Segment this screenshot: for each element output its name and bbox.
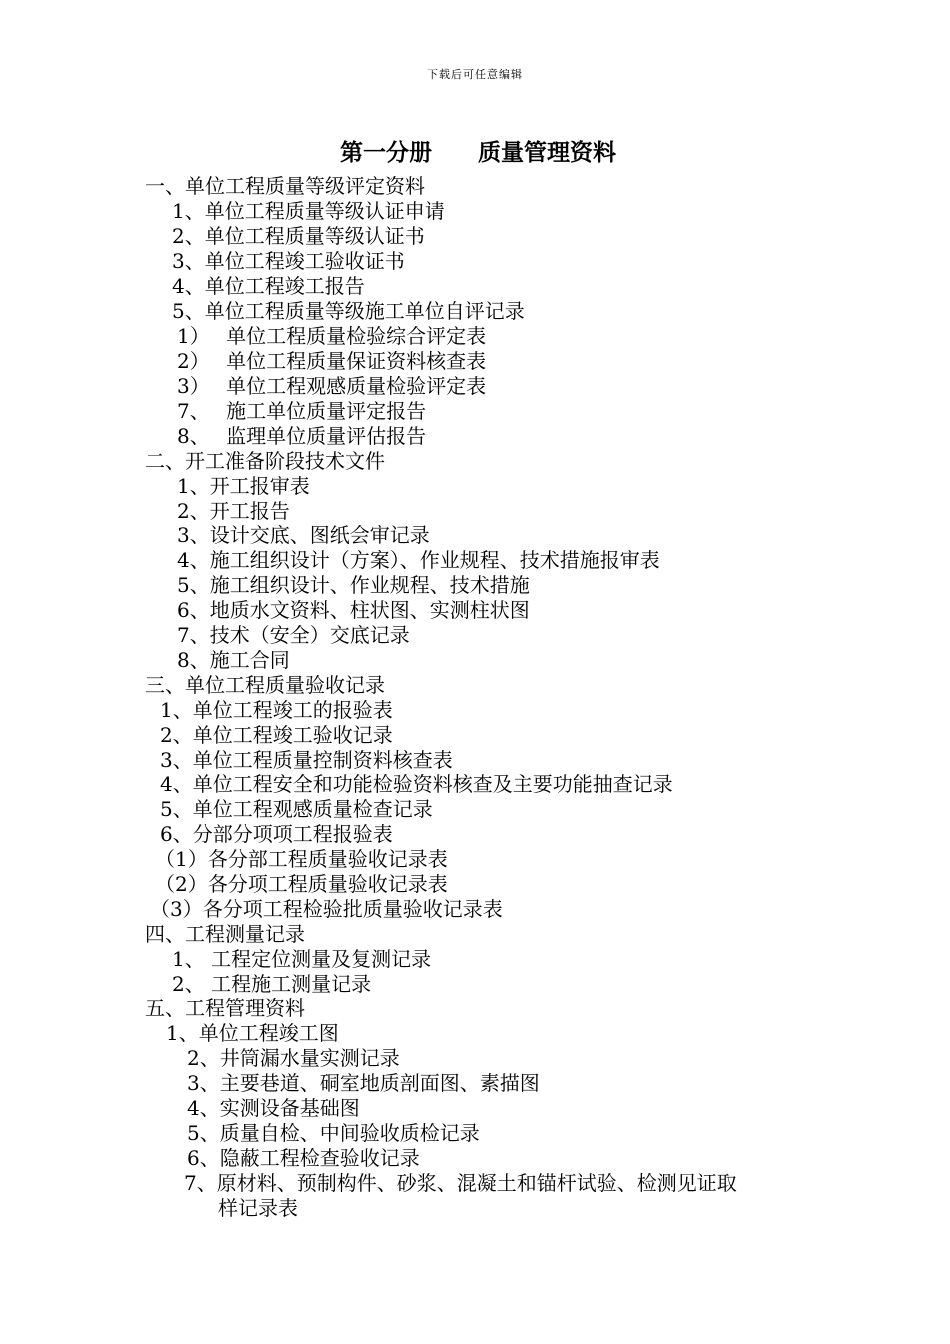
toc-item: （1）各分部工程质量验收记录表 xyxy=(155,847,448,871)
toc-item: 2、单位工程竣工验收记录 xyxy=(160,723,393,747)
toc-item: 5、单位工程观感质量检查记录 xyxy=(160,797,433,821)
toc-item: 1、单位工程质量等级认证申请 xyxy=(172,199,445,223)
toc-item: 3、主要巷道、硐室地质剖面图、素描图 xyxy=(187,1071,540,1095)
toc-item: 7、原材料、预制构件、砂浆、混凝土和锚杆试验、检测见证取 xyxy=(184,1171,737,1195)
toc-item: 8、施工合同 xyxy=(177,648,290,672)
toc-item: 4、实测设备基础图 xyxy=(187,1096,360,1120)
section-heading: 五、工程管理资料 xyxy=(145,996,305,1020)
toc-item: 2、单位工程质量等级认证书 xyxy=(172,224,425,248)
toc-item: 5、施工组织设计、作业规程、技术措施 xyxy=(177,573,530,597)
toc-item: 1、 工程定位测量及复测记录 xyxy=(172,947,432,971)
document-title: 第一分册 质量管理资料 xyxy=(340,140,616,166)
toc-item: 4、单位工程竣工报告 xyxy=(172,274,365,298)
toc-item: 3、设计交底、图纸会审记录 xyxy=(177,523,430,547)
toc-item: （3）各分项工程检验批质量验收记录表 xyxy=(150,897,503,921)
toc-item: 3、单位工程竣工验收证书 xyxy=(172,249,405,273)
section-heading: 三、单位工程质量验收记录 xyxy=(145,673,385,697)
toc-item: 2） 单位工程质量保证资料核查表 xyxy=(177,349,487,373)
section-heading: 二、开工准备阶段技术文件 xyxy=(145,449,385,473)
toc-item: 7、技术（安全）交底记录 xyxy=(177,623,410,647)
toc-item: 3、单位工程质量控制资料核查表 xyxy=(160,748,453,772)
toc-item: 3） 单位工程观感质量检验评定表 xyxy=(177,374,487,398)
header-note: 下载后可任意编辑 xyxy=(427,68,523,81)
toc-item: 1、单位工程竣工的报验表 xyxy=(160,698,393,722)
toc-item: 2、井筒漏水量实测记录 xyxy=(187,1046,400,1070)
section-heading: 一、单位工程质量等级评定资料 xyxy=(145,174,425,198)
toc-item: 2、 工程施工测量记录 xyxy=(172,972,372,996)
section-heading: 四、工程测量记录 xyxy=(145,922,305,946)
toc-item: 2、开工报告 xyxy=(177,499,290,523)
toc-item: 1、开工报审表 xyxy=(177,474,310,498)
toc-item: 1、单位工程竣工图 xyxy=(166,1021,339,1045)
toc-item: 6、隐蔽工程检查验收记录 xyxy=(187,1146,420,1170)
toc-item: 6、地质水文资料、柱状图、实测柱状图 xyxy=(177,598,530,622)
toc-item: 5、质量自检、中间验收质检记录 xyxy=(187,1121,480,1145)
toc-item: 5、单位工程质量等级施工单位自评记录 xyxy=(172,299,525,323)
toc-item: 1） 单位工程质量检验综合评定表 xyxy=(177,324,487,348)
toc-item: （2）各分项工程质量验收记录表 xyxy=(155,872,448,896)
toc-item: 4、单位工程安全和功能检验资料核查及主要功能抽查记录 xyxy=(160,772,673,796)
toc-item: 4、施工组织设计（方案）、作业规程、技术措施报审表 xyxy=(177,548,660,572)
toc-item: 6、分部分项项工程报验表 xyxy=(160,822,393,846)
toc-item: 8、 监理单位质量评估报告 xyxy=(177,424,427,448)
toc-item-continuation: 样记录表 xyxy=(218,1196,298,1220)
toc-item: 7、 施工单位质量评定报告 xyxy=(177,399,427,423)
